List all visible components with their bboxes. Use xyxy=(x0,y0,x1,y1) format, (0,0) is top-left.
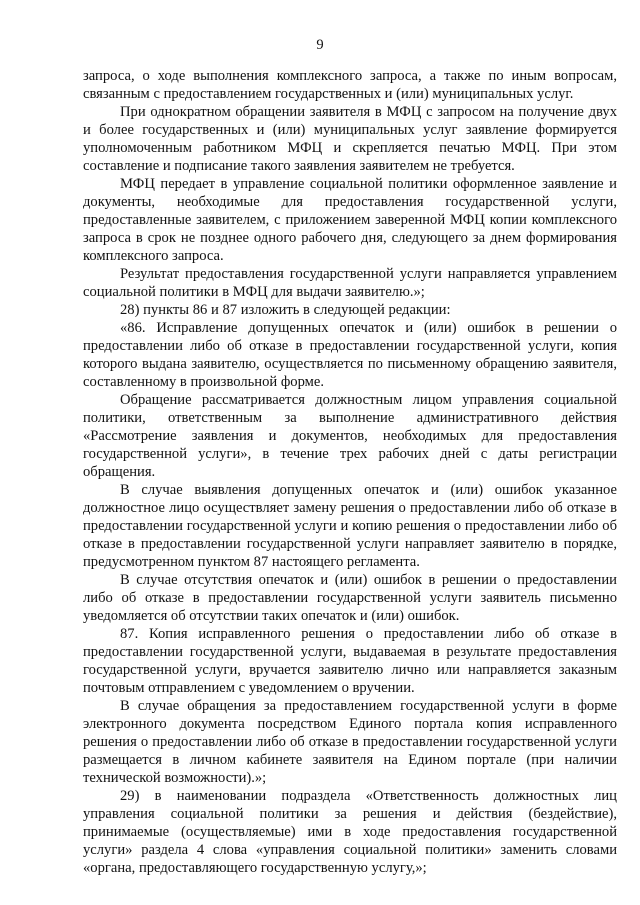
paragraph: Обращение рассматривается должностным лицом управления социальной политики, ответственным за выполнение административного действия «Рассмотрение заявления и документов, необходимых для предоставления государственной услуги», в течение трех рабочих дней с даты регистрации обращения. xyxy=(83,392,617,480)
paragraph: 29) в наименовании подраздела «Ответственность должностных лиц управления социальной политики за решения и действия (бездействие), принимаемые (осуществляемые) ими в ходе предоставления государственной услуги» раздела 4 слова «управления социальной политики» заменить словами «органа, предоставляющего государственную услугу,»; xyxy=(83,788,617,876)
page-number: 9 xyxy=(316,37,324,53)
paragraph: В случае обращения за предоставлением государственной услуги в форме электронного документа посредством Единого портала копия исправленного решения о предоставлении либо об отказе в предоставлении государственной услуги размещается в личном кабинете заявителя на Едином портале (при наличии технической возможности).»; xyxy=(83,698,617,786)
paragraph: МФЦ передает в управление социальной политики оформленное заявление и документы, необходимые для предоставления государственной услуги, предоставленные заявителем, с приложением заверенной МФЦ копии комплексного запроса в срок не позднее одного рабочего дня, следующего за днем формирования комплексного запроса. xyxy=(83,176,617,264)
paragraph: 28) пункты 86 и 87 изложить в следующей редакции: xyxy=(120,302,451,318)
paragraph: 87. Копия исправленного решения о предоставлении либо об отказе в предоставлении государственной услуги, выдаваемая в результате предоставления государственной услуги, вручается заявителю лично или направляется заказным почтовым отправлением с уведомлением о вручении. xyxy=(83,626,617,696)
paragraph: При однократном обращении заявителя в МФЦ с запросом на получение двух и более государственных и (или) муниципальных услуг заявление формируется уполномоченным работником МФЦ и скрепляется печатью МФЦ. При этом составление и подписание такого заявления заявителем не требуется. xyxy=(83,104,617,174)
paragraph: Результат предоставления государственной услуги направляется управлением социальной политики в МФЦ для выдачи заявителю.»; xyxy=(83,266,617,300)
paragraph: В случае выявления допущенных опечаток и (или) ошибок указанное должностное лицо осуществляет замену решения о предоставлении либо об отказе в предоставлении государственной услуги и копию решения о предоставлении либо об отказе в предоставлении государственной услуги направляет заявителю в порядке, предусмотренном пунктом 87 настоящего регламента. xyxy=(83,482,617,570)
paragraph: «86. Исправление допущенных опечаток и (или) ошибок в решении о предоставлении либо об отказе в предоставлении государственной услуги, копия которого выдана заявителю, осуществляется по письменному обращению заявителя, составленному в произвольной форме. xyxy=(83,320,617,390)
document-body xyxy=(83,67,617,877)
paragraph: В случае отсутствия опечаток и (или) ошибок в решении о предоставлении либо об отказе в предоставлении государственной услуги заявитель письменно уведомляется об отсутствии таких опечаток и (или) ошибок. xyxy=(83,572,617,624)
paragraph: запроса, о ходе выполнения комплексного запроса, а также по иным вопросам, связанным с предоставлением государственных и (или) муниципальных услуг. xyxy=(83,68,617,102)
